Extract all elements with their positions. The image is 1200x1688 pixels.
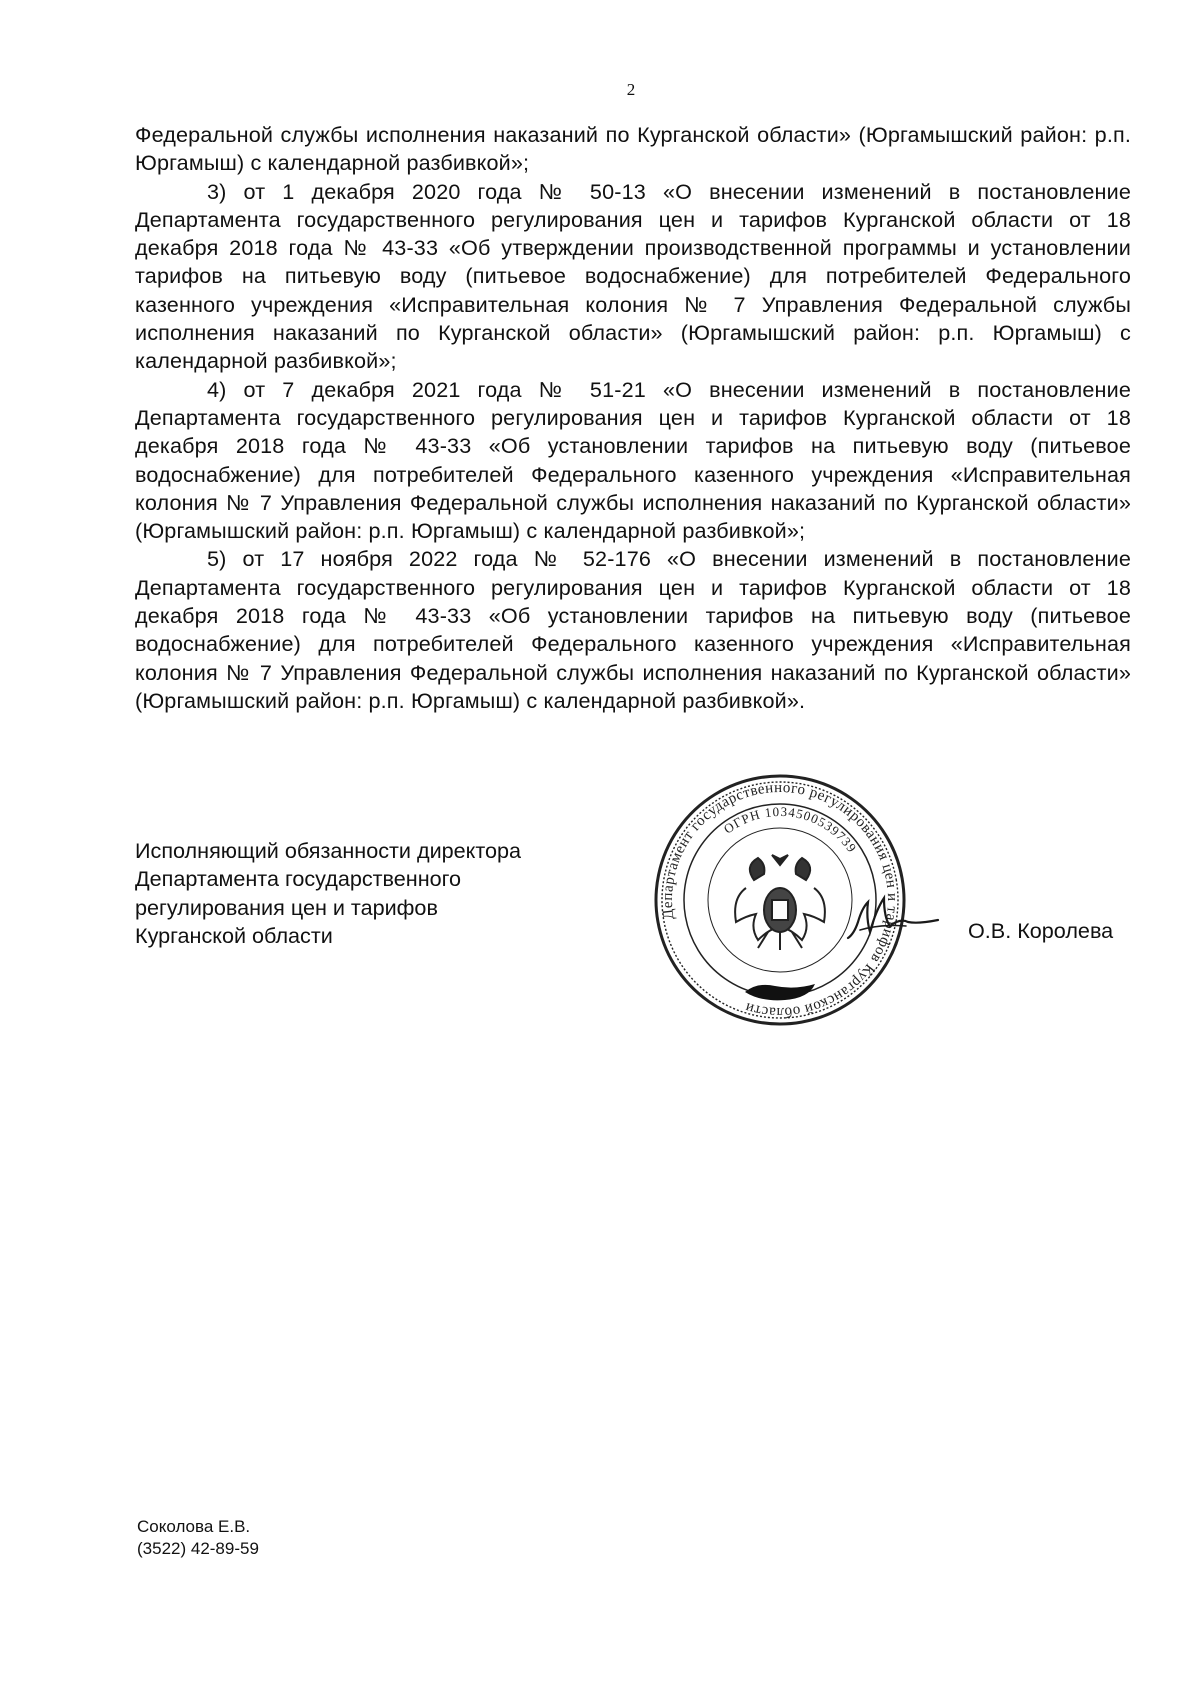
coat-of-arms-icon: [735, 855, 825, 950]
page-number: 2: [626, 80, 636, 99]
position-line: Исполняющий обязанности директора: [135, 838, 522, 863]
position-line: регулирования цен и тарифов: [135, 894, 438, 920]
seal-inner-text: ОГРН 1034500539739: [720, 803, 860, 856]
seal-outer-text: Департамент государственного регулирования цен и тарифов Курганской области: [659, 779, 901, 1021]
executor-name: Соколова Е.В.: [137, 1517, 251, 1536]
paragraph-item-4: 4) от 7 декабря 2021 года № 51-21 «О внесении изменений в постановление Департамента государственного регулирования цен и тарифов Курганской области от 18 декабря 2018 года № 43-33 «Об установлении тарифов на питьевую воду (питьевое водоснабжение) для потребителей Федерального казенного учреждения «Исправительная колония № 7 Управления Федеральной службы исполнения наказаний по Курганской области» (Юргамышский район: р.п. Юргамыш) с календарной разбивкой»;: [135, 376, 1131, 544]
document-body: [135, 121, 1131, 715]
signatory-position: [135, 837, 521, 950]
position-line: Курганской области: [135, 922, 333, 948]
executor-phone: (3522) 42-89-59: [137, 1539, 259, 1558]
executor-info: [137, 1516, 259, 1560]
paragraph-item-5: 5) от 17 ноября 2022 года № 52-176 «О внесении изменений в постановление Департамента государственного регулирования цен и тарифов Курганской области от 18 декабря 2018 года № 43-33 «Об установлении тарифов на питьевую воду (питьевое водоснабжение) для потребителей Федерального казенного учреждения «Исправительная колония № 7 Управления Федеральной службы исполнения наказаний по Курганской области» (Юргамышский район: р.п. Юргамыш) с календарной разбивкой».: [135, 546, 1131, 713]
position-line: Департамента государственного: [135, 866, 462, 892]
paragraph-item-3: 3) от 1 декабря 2020 года № 50-13 «О внесении изменений в постановление Департамента государственного регулирования цен и тарифов Курганской области от 18 декабря 2018 года № 43-33 «Об утверждении производственной программы и установлении тарифов на питьевую воду (питьевое водоснабжение) для потребителей Федерального казенного учреждения «Исправительная колония № 7 Управления Федеральной службы исполнения наказаний по Курганской области» (Юргамышский район: р.п. Юргамыш) с календарной разбивкой»;: [135, 178, 1131, 374]
handwritten-signature-icon: [840, 880, 950, 960]
paragraph-continuation: Федеральной службы исполнения наказаний по Курганской области» (Юргамышский район: р.п. Юргамыш) с календарной разбивкой»;: [135, 122, 1131, 176]
signatory-name: О.В. Королева: [968, 918, 1114, 943]
